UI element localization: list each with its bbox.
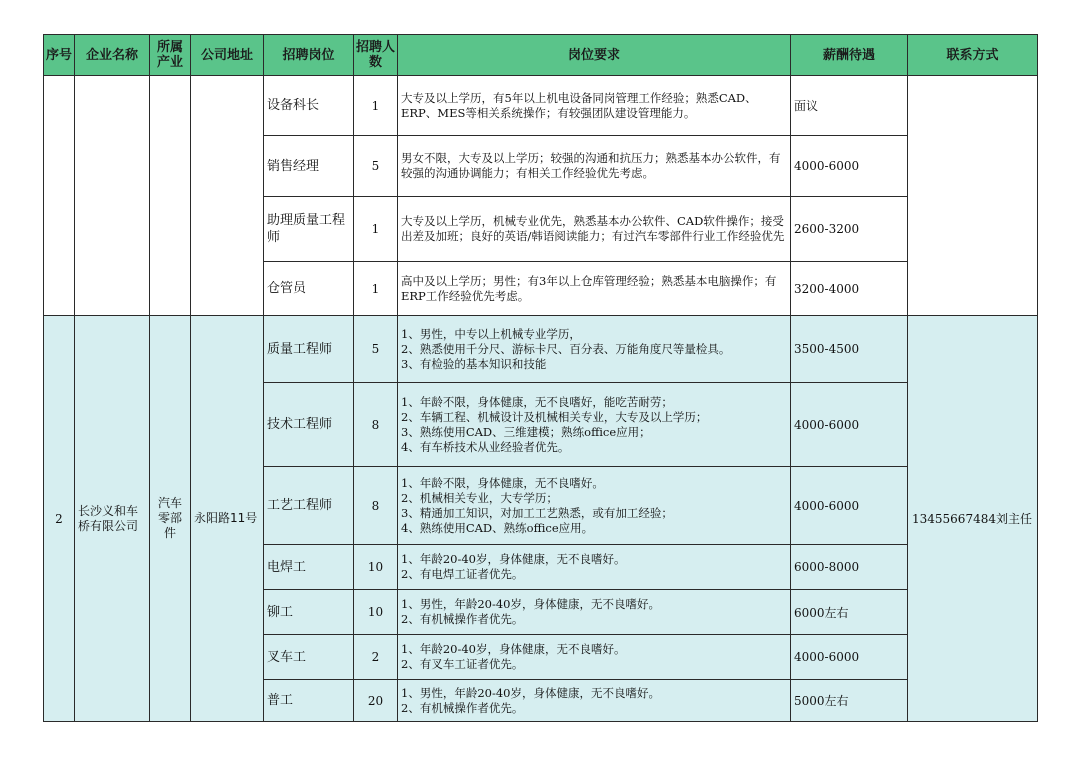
job-requirement-text: 1、男性，年龄20-40岁，身体健康，无不良嗜好。 2、有机械操作者优先。 — [401, 685, 660, 715]
job-position-text: 工艺工程师 — [267, 498, 333, 513]
headcount — [354, 467, 398, 545]
job-requirement-text: 男女不限，大专及以上学历；较强的沟通和抗压力；熟悉基本办公软件，有较强的沟通协调能力；有相关工作经验优先考虑。 — [401, 151, 781, 180]
salary-text: 4000-6000 — [794, 650, 860, 664]
contact-info — [908, 76, 1038, 316]
salary — [791, 316, 908, 383]
header-salary: 薪酬待遇 — [791, 35, 908, 76]
headcount — [354, 383, 398, 467]
header-row — [44, 35, 1038, 76]
job-position — [264, 635, 354, 680]
table-body — [44, 76, 1038, 722]
salary — [791, 680, 908, 722]
salary-text: 4000-6000 — [794, 159, 860, 173]
header-industry: 所属产业 — [150, 35, 191, 76]
job-requirement-text: 高中及以上学历；男性；有3年以上仓库管理经验；熟悉基本电脑操作；有ERP工作经验优先考虑。 — [401, 273, 777, 303]
job-position — [264, 545, 354, 590]
company-name — [75, 76, 150, 316]
header-requirement: 岗位要求 — [398, 35, 791, 76]
job-requirement — [398, 467, 791, 545]
job-position — [264, 383, 354, 467]
job-position — [264, 316, 354, 383]
job-requirement-text: 1、年龄不限，身体健康，无不良嗜好，能吃苦耐劳； 2、车辆工程、机械设计及机械相关专业，大专及以上学历； 3、熟练使用CAD、三维建模；熟练office应用； 4、有车桥技术从业经验者优先。 — [401, 394, 708, 454]
job-position — [264, 467, 354, 545]
salary — [791, 262, 908, 316]
headcount — [354, 680, 398, 722]
headcount-text: 1 — [371, 98, 380, 113]
headcount-text: 10 — [367, 605, 384, 619]
job-position — [264, 197, 354, 262]
salary-text: 6000左右 — [794, 605, 849, 620]
salary — [791, 383, 908, 467]
salary-text: 4000-6000 — [794, 498, 860, 513]
job-position-text: 电焊工 — [267, 559, 307, 575]
salary — [791, 545, 908, 590]
job-requirement-text: 大专及以上学历，机械专业优先，熟悉基本办公软件、CAD软件操作；接受出差及加班；良好的英语/韩语阅读能力；有过汽车零部件行业工作经验优先 — [401, 214, 785, 243]
salary-text: 3500-4500 — [794, 342, 860, 356]
headcount — [354, 545, 398, 590]
headcount-text: 10 — [367, 560, 384, 574]
headcount-text: 1 — [371, 281, 380, 296]
job-position-text: 质量工程师 — [267, 341, 333, 357]
salary-text: 4000-6000 — [794, 417, 860, 432]
salary-text: 面议 — [794, 99, 819, 113]
job-requirement — [398, 635, 791, 680]
headcount — [354, 590, 398, 635]
header-count: 招聘人数 — [354, 35, 398, 76]
job-position — [264, 136, 354, 197]
salary-text: 5000左右 — [794, 694, 849, 708]
header-position: 招聘岗位 — [264, 35, 354, 76]
salary — [791, 136, 908, 197]
company-name: 长沙义和车桥有限公司 — [75, 316, 150, 722]
table-row — [44, 316, 1038, 383]
job-requirement — [398, 545, 791, 590]
salary — [791, 635, 908, 680]
job-position-text: 销售经理 — [267, 158, 320, 174]
job-requirement — [398, 262, 791, 316]
job-requirement-text: 1、年龄20-40岁，身体健康，无不良嗜好。 2、有叉车工证者优先。 — [401, 642, 626, 671]
table-row — [44, 76, 1038, 136]
job-requirement — [398, 680, 791, 722]
job-position — [264, 262, 354, 316]
job-position-text: 技术工程师 — [267, 417, 333, 432]
header-contact: 联系方式 — [908, 35, 1038, 76]
headcount — [354, 76, 398, 136]
job-position-text: 叉车工 — [267, 649, 307, 665]
seq-cell: 2 — [44, 316, 75, 722]
headcount — [354, 197, 398, 262]
job-position — [264, 590, 354, 635]
headcount-text: 2 — [371, 650, 380, 664]
recruitment-table — [43, 34, 1038, 722]
job-position-text: 铆工 — [267, 604, 294, 620]
company-address: 永阳路11号 — [191, 316, 264, 722]
job-requirement-text: 1、男性，中专以上机械专业学历， 2、熟悉使用千分尺、游标卡尺、百分表、万能角度尺等量检具。 3、有检验的基本知识和技能 — [401, 326, 731, 371]
job-position-text: 仓管员 — [267, 281, 307, 296]
job-requirement — [398, 590, 791, 635]
headcount-text: 8 — [371, 417, 380, 432]
job-requirement — [398, 383, 791, 467]
salary — [791, 590, 908, 635]
header-address: 公司地址 — [191, 35, 264, 76]
headcount-text: 5 — [371, 342, 380, 356]
job-requirement-text: 1、年龄不限，身体健康，无不良嗜好。 2、机械相关专业，大专学历； 3、精通加工知识，对加工工艺熟悉，或有加工经验； 4、熟练使用CAD、熟练office应用。 — [401, 475, 673, 535]
salary-text: 6000-8000 — [794, 560, 860, 574]
job-position-text: 设备科长 — [267, 98, 320, 113]
company-address — [191, 76, 264, 316]
job-position-text: 助理质量工程师 — [267, 213, 346, 245]
job-requirement-text: 1、男性，年龄20-40岁，身体健康，无不良嗜好。 2、有机械操作者优先。 — [401, 597, 660, 626]
headcount — [354, 316, 398, 383]
headcount — [354, 262, 398, 316]
seq-cell — [44, 76, 75, 316]
headcount-text: 20 — [367, 693, 384, 708]
salary-text: 3200-4000 — [794, 281, 860, 296]
job-requirement-text: 1、年龄20-40岁，身体健康，无不良嗜好。 2、有电焊工证者优先。 — [401, 552, 626, 581]
job-requirement-text: 大专及以上学历，有5年以上机电设备同岗管理工作经验；熟悉CAD、ERP、MES等相关系统操作；有较强团队建设管理能力。 — [401, 90, 757, 120]
salary-text: 2600-3200 — [794, 222, 860, 236]
headcount — [354, 635, 398, 680]
header-company: 企业名称 — [75, 35, 150, 76]
contact-info: 13455667484刘主任 — [908, 316, 1038, 722]
job-requirement — [398, 76, 791, 136]
salary — [791, 467, 908, 545]
job-requirement — [398, 136, 791, 197]
header-seq: 序号 — [44, 35, 75, 76]
headcount — [354, 136, 398, 197]
job-requirement — [398, 316, 791, 383]
salary — [791, 76, 908, 136]
industry — [150, 76, 191, 316]
job-requirement — [398, 197, 791, 262]
headcount-text: 5 — [371, 159, 380, 173]
headcount-text: 1 — [371, 222, 380, 236]
industry: 汽车零部件 — [150, 316, 191, 722]
job-position-text: 普工 — [267, 693, 294, 708]
job-position — [264, 76, 354, 136]
salary — [791, 197, 908, 262]
job-position — [264, 680, 354, 722]
headcount-text: 8 — [371, 498, 380, 513]
